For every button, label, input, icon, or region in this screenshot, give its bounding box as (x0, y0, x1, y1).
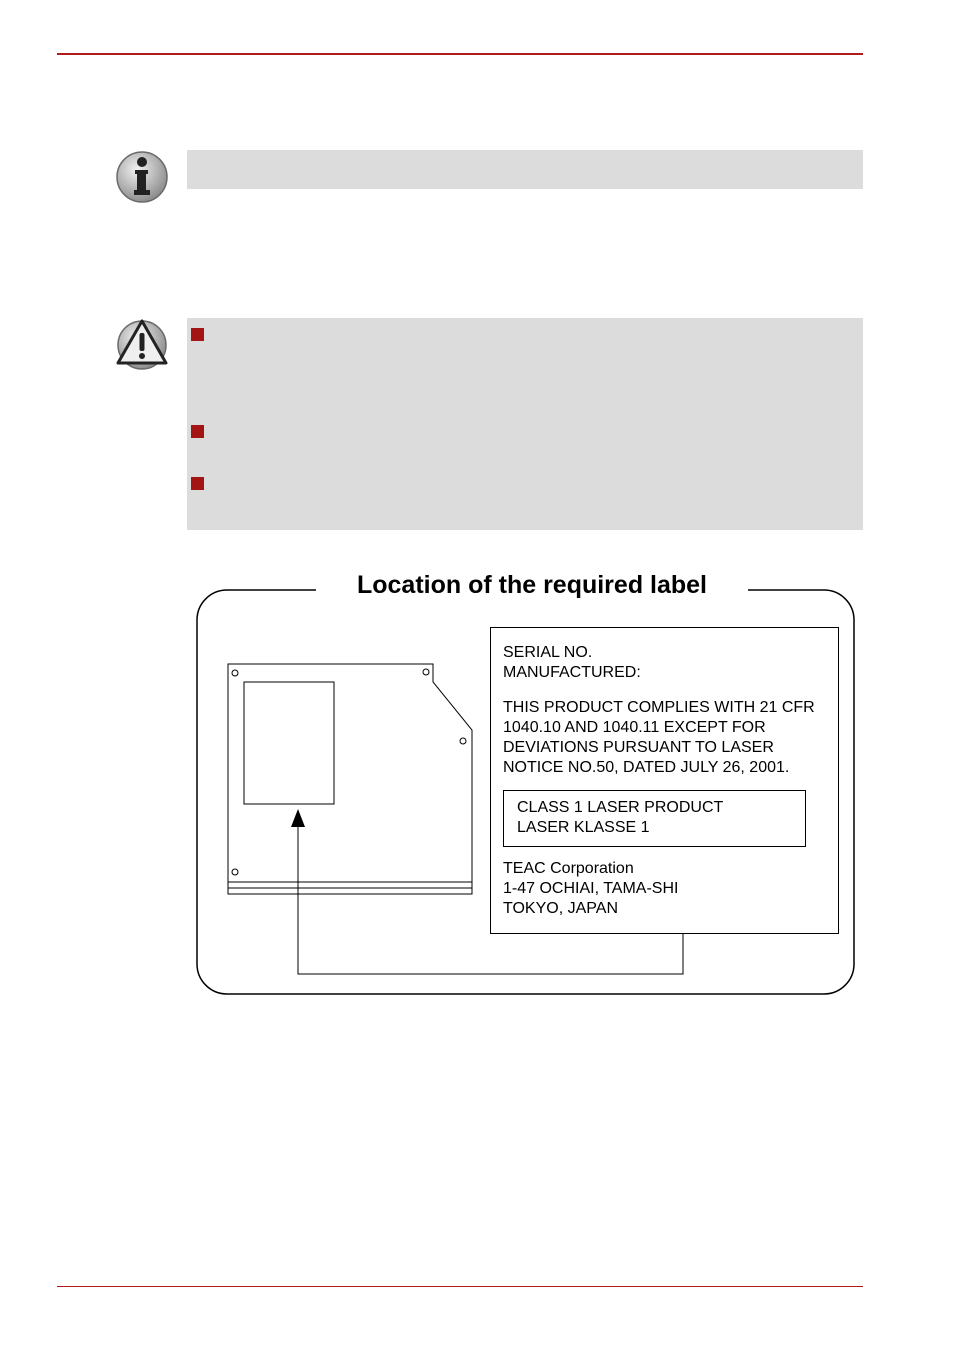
label-location-diagram (196, 566, 856, 996)
laser-class-box (503, 790, 806, 847)
caution-box (187, 318, 863, 530)
compliance-line: NOTICE NO.50, DATED JULY 26, 2001. (503, 759, 790, 776)
note-bar (187, 150, 863, 189)
footer-rule (57, 1286, 863, 1287)
serial-number-text: SERIAL NO. (503, 644, 593, 661)
laser-class-line: CLASS 1 LASER PRODUCT (517, 799, 724, 816)
bullet-marker (191, 477, 204, 490)
diagram-title: Location of the required label (316, 566, 748, 604)
manufacturer-line: TEAC Corporation (503, 860, 634, 877)
warning-icon (115, 317, 169, 371)
manufacturer-line: TOKYO, JAPAN (503, 900, 618, 917)
bullet-marker (191, 425, 204, 438)
bullet-marker (191, 328, 204, 341)
regulatory-label (490, 627, 839, 934)
header-rule (57, 53, 863, 55)
compliance-line: DEVIATIONS PURSUANT TO LASER (503, 739, 774, 756)
compliance-line: THIS PRODUCT COMPLIES WITH 21 CFR (503, 699, 815, 716)
info-icon (115, 150, 169, 204)
manufactured-text: MANUFACTURED: (503, 664, 641, 681)
compliance-line: 1040.10 AND 1040.11 EXCEPT FOR (503, 719, 766, 736)
manufacturer-line: 1-47 OCHIAI, TAMA-SHI (503, 880, 679, 897)
laser-class-line: LASER KLASSE 1 (517, 819, 650, 836)
